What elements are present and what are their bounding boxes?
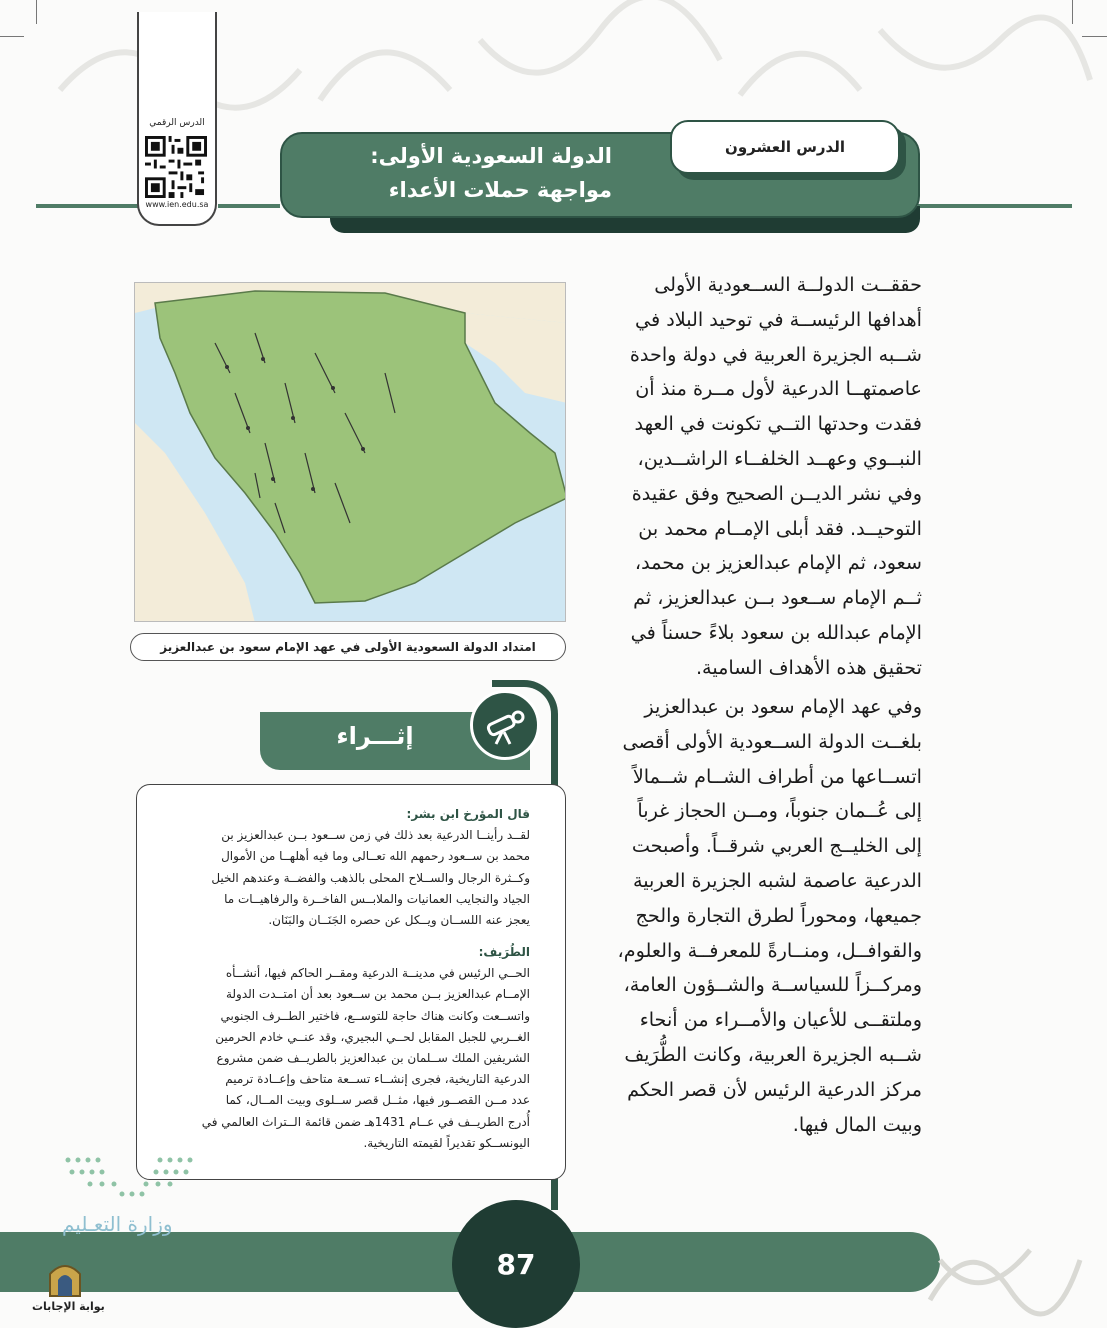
lesson-number-tab: الدرس العشرون [670,120,900,174]
ministry-name: وزارة التعـليم [62,1212,173,1236]
map-illustration [135,283,566,622]
qr-code-icon[interactable] [145,136,207,198]
turaif-heading: الطُرَيف: [478,945,530,959]
ministry-logo-dots-icon [60,1152,200,1198]
body-paragraph-1: حققــت الدولــة الســعودية الأولى أهدافها الرئيســة في توحيد البلاد في شــبه الجزيرة العربية في دولة واحدة عاصمتهــا الدرعية لأول مــرة منذ أن فقدت وحدتها التــي تكونت في العهد النبــوي وعهــد الخلفــاء الراشــدين، وفي نشر الديــن الصحيح وفق عقيدة التوحيــد. فقد أبلى الإمــام محمد بن سعود، ثم الإمام عبدالعزيز بن محمد، ثــم الإمام ســعود بــن عبدالعزيز، ثم الإمام عبدالله بن سعود بلاءً حسناً في تحقيق هذه الأهداف السامية. [629,273,922,679]
digital-lesson-label: الدرس الرقمي [149,118,205,128]
enrichment-turaif: الطُرَيف: الحــي الرئيس في مدينــة الدرعية ومقــر الحاكم فيها، أنشــأه الإمــام عبدالعزيز بــن محمد بن ســعود بعد أن امتــدت الدولة واتســعت وكانت هناك حاجة للتوســع، فاختير الطــرف الجنوبي الغــربي للجبل المقابل لحــي البجيري، وقد عنــي خادم الحرمين الشريفين الملك ســلمان بن عبدالعزيز بالطريــف ضمن مشروع الدرعية التاريخية، فجرى إنشــاء تســعة متاحف وإعــادة ترميم عدد مــن القصــور فيها، مثــل قصر ســلوى وبيت المــال، كما أُدرج الطريــف في عــام 1431هـ ضمن قائمة الــتراث العالمي في اليونســكو تقديراً لقيمته التاريخية. [152,942,530,1154]
enrichment-title: إثـــراء [336,722,414,750]
crop-mark [36,0,37,24]
enrichment-quote: قال المؤرخ ابن بشر: لقــد رأينــا الدرعية بعد ذلك في زمن ســعود بــن عبدالعزيز بن محمد بن ســعود رحمهم الله تعــالى وما فيه أهلهــا من الأموال وكــثرة الرجال والســلاح المحلى بالذهب والفضــة وعندهم الخيل الجياد والنجايب العمانيات والملابــس الفاخــرة والرفاهيــات ما يعجز عنه اللســان ويــكل عن حصره الجَنَــان والبَنَان. [152,804,530,931]
header-rule-right [918,204,1072,208]
first-saudi-state-map [134,282,566,622]
site-url[interactable]: www.ien.edu.sa [145,200,209,209]
crop-mark [1082,36,1107,37]
lesson-title-line2: مواجهة حملات الأعداء [388,178,612,202]
quote-heading: قال المؤرخ ابن بشر: [406,807,530,821]
footer-calligraphy-pattern [920,1220,1090,1320]
header-rule-left [36,204,140,208]
header-rule-mid [218,204,280,208]
answers-portal-logo-icon [46,1258,84,1298]
answers-portal-name[interactable]: بوابة الإجابات [32,1300,105,1313]
map-caption: امتداد الدولة السعودية الأولى في عهد الإمام سعود بن عبدالعزيز [130,633,566,661]
page-number: 87 [452,1200,580,1328]
body-paragraph-2: وفي عهد الإمام سعود بن عبدالعزيز بلغــت الدولة الســعودية الأولى أقصى اتســاعها من أطراف الشــام شــمالاً إلى عُــمان جنوباً، ومــن الحجاز غرباً إلى الخليــج العربي شرقــاً. وأصبحت الدرعية عاصمة لشبه الجزيرة العربية جميعها، ومحوراً لطرق التجارة والحج والقوافــل، ومنــارةً للمعرفــة والعلوم، ومركــزاً للسياســة والشــؤون العامة، وملتقــى للأعيان والأمــراء من أنحاء شــبه الجزيرة العربية، وكانت الطُّرَيف مركز الدرعية الرئيس لأن قصر الحكم وبيت المال فيها. [617,695,922,1136]
lesson-title-line1: الدولة السعودية الأولى: [370,144,612,168]
telescope-icon [470,690,540,760]
crop-mark [0,36,24,37]
crop-mark [1072,0,1073,24]
